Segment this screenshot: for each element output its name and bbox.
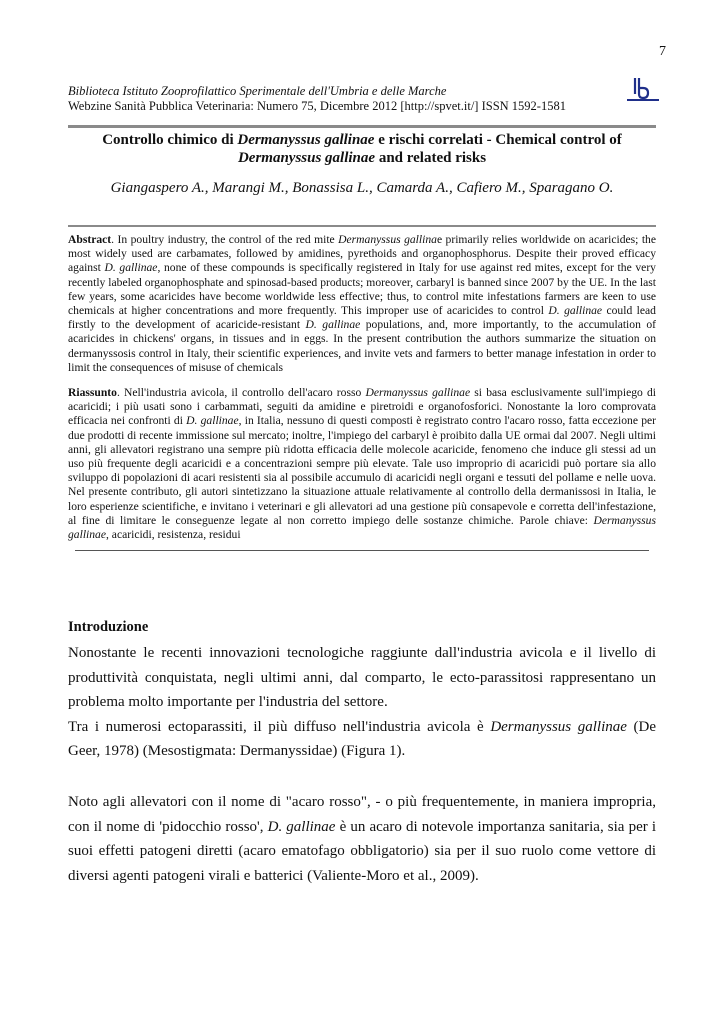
abstract-paragraph: Abstract. In poultry industry, the control of the red mite Dermanyssus gallinae primarily relies worldwide on acaricides; the most widely used are carbamates, followed by amidines, pyrethoids and organophosphorus. Despite their proved efficacy against D. gallinae, none of these compounds is specifically registered in Italy for use against red mites, except for the very recently labeled organophosphate and spinosad-based products; moreover, carbaryl is banned since 2007 by the UE. In the last few years, some acaricides have become worldwide less effective; thus, to control mite infestations farmers are keen to use chemicals at higher concentrations and more frequently. This improper use of acaricides to control D. gallinae could lead firstly to the development of acaricide-resistant D. gallinae populations, and, more importantly, to the accumulation of acaricides in chickens' organs, in tissues and in eggs. In the present contribution the authors summarize the situation on dermanyssosis control in Italy, their scientific experiences, and invite vets and farmers to better manage infestation in order to limit the consequences of misuse of chemicals	[68, 233, 656, 374]
intro-paragraph-1	[68, 641, 656, 764]
title-divider	[68, 225, 656, 227]
intro-text-1: Nonostante le recenti innovazioni tecnologiche raggiunte dall'industria avicola e il livello di produttività conquistata, negli ultimi anni, dal comparto, le ecto-parassitosi rappresentano un problema molto importante per l'industria del settore.	[68, 645, 656, 711]
riassunto-label: Riassunto	[68, 386, 117, 399]
intro-paragraph-2: Noto agli allevatori con il nome di "acaro rosso", - o più frequentemente, in maniera impropria, con il nome di 'pidocchio rosso', D. gallinae è un acaro di notevole importanza sanitaria, sia per i suoi effetti patogeni diretti (acaro ematofago obbligatorio) sia per il suo ruolo come vettore di diversi agenti patogeni virali e batterici (Valiente-Moro et al., 2009).	[68, 794, 656, 884]
page-number: 7	[659, 44, 666, 59]
author-list: Giangaspero A., Marangi M., Bonassisa L., Camarda A., Cafiero M., Sparagano O.	[110, 180, 614, 196]
intro-text-2: Tra i numerosi ectoparassiti, il più diffuso nell'industria avicola è Dermanyssus gallinae (De Geer, 1978) (Mesostigmata: Dermanyssidae) (Figura 1).	[68, 718, 656, 760]
abstract-divider	[75, 550, 649, 551]
journal-logo-icon	[626, 74, 660, 104]
header-divider	[68, 125, 656, 128]
abstract-label: Abstract	[68, 233, 112, 246]
riassunto-paragraph: Riassunto. Nell'industria avicola, il controllo dell'acaro rosso Dermanyssus gallinae si basa esclusivamente sull'impiego di acaricidi; i più usati sono i carbammati, seguiti da amidine e piretroidi e organofosforici. Nonostante la loro comprovata efficacia nei confronti di D. gallinae, in Italia, nessuno di questi composti è registrato contro l'acaro rosso, fatta eccezione per due prodotti di recente immissione sul mercato; inoltre, l'impiego del carbaryl è proibito dalla UE ormai dal 2007. Negli ultimi anni, gli allevatori registrano una sempre più ridotta efficacia delle molecole acaricide, fenomeno che induce gli stessi ad un uso più frequente degli acaricidi e a concentrazioni sempre più elevate. Tale uso improprio di acaricidi può portare sia allo sviluppo di popolazioni di acari resistenti sia al possibile accumulo di acaricidi negli organi e tessuti del pollame e nelle uova. Nel presente contributo, gli autori sintetizzano la situazione attuale relativamente al controllo della dermanissosi in Italia, le loro esperienze scientifiche, e invitano i veterinari e gli allevatori ad una gestione più consapevole e corretta dell'infestazione, al fine di limitare le conseguenze legate al non corretto impiego delle sostanze chimiche. Parole chiave: Dermanyssus gallinae, acaricidi, resistenza, residui	[68, 386, 657, 542]
section-heading-introduzione: Introduzione	[68, 619, 149, 635]
header-library-name: Biblioteca Istituto Zooprofilattico Sperimentale dell'Umbria e delle Marche	[68, 84, 447, 98]
header-journal-info: Webzine Sanità Pubblica Veterinaria: Numero 75, Dicembre 2012 [http://spvet.it/] ISSN 1592-1581	[68, 99, 566, 113]
article-title: Controllo chimico di Dermanyssus gallinae e rischi correlati - Chemical control of Dermanyssus gallinae and related risks	[102, 132, 622, 166]
